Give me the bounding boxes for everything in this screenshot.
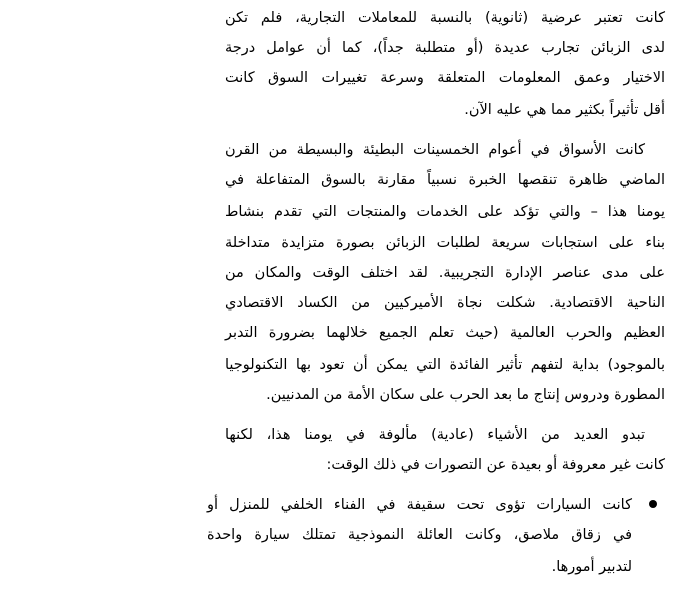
text-line: كانت السيارات تؤوى تحت سقيفة في الفناء الخلفي للمنزل أو	[207, 497, 632, 513]
text-line: الاختيار وعمق المعلومات المتعلقة وسرعة تغييرات السوق كانت	[225, 70, 665, 86]
text-line: بناء على استجابات سريعة لطلبات الزبائن بصورة متزايدة متداخلة	[225, 235, 665, 251]
text-line: الماضي ظاهرة تنقصها الخبرة نسبياً مقارنة بالسوق المتفاعلة في	[225, 172, 665, 188]
text-line: تبدو العديد من الأشياء (عادية) مألوفة في يومنا هذا، لكنها	[225, 427, 645, 443]
text-line: كانت غير معروفة أو بعيدة عن التصورات في ذلك الوقت:	[326, 457, 665, 473]
text-line: على مدى عناصر الإدارة التجريبية. لقد اختلف الوقت والمكان من	[225, 265, 665, 281]
text-line: الناحية الاقتصادية. شكلت نجاة الأميركيين من الكساد الاقتصادي	[225, 295, 665, 311]
text-line: العظيم والحرب العالمية (حيث تعلم الجميع خلالهما بضرورة التدبر	[225, 325, 665, 341]
text-line: بالموجود) بداية لتفهم تأثير الفائدة التي يمكن أن تعود بها التكنولوجيا	[225, 357, 665, 373]
text-line: المطورة ودروس إنتاج ما بعد الحرب على سكان الأمة من المدنيين.	[266, 387, 665, 403]
text-line: أقل تأثيراً بكثير مما هي عليه الآن.	[464, 102, 665, 118]
text-line: كانت تعتبر عرضية (ثانوية) بالنسبة للمعاملات التجارية، فلم تكن	[225, 10, 665, 26]
text-line: لتدبير أمورها.	[551, 559, 632, 575]
text-line: لدى الزبائن تجارب عديدة (أو متطلبة جداً)، كما أن عوامل درجة	[225, 40, 665, 56]
bullet-icon	[649, 500, 657, 508]
text-line: يومنا هذا – والتي تؤكد على الخدمات والمنتجات التي تقدم بنشاط	[225, 204, 665, 220]
text-line: في زقاق ملاصق، وكانت العائلة النموذجية تمتلك سيارة واحدة	[207, 527, 632, 543]
text-line: كانت الأسواق في أعوام الخمسينات البطيئة والبسيطة من القرن	[225, 142, 645, 158]
